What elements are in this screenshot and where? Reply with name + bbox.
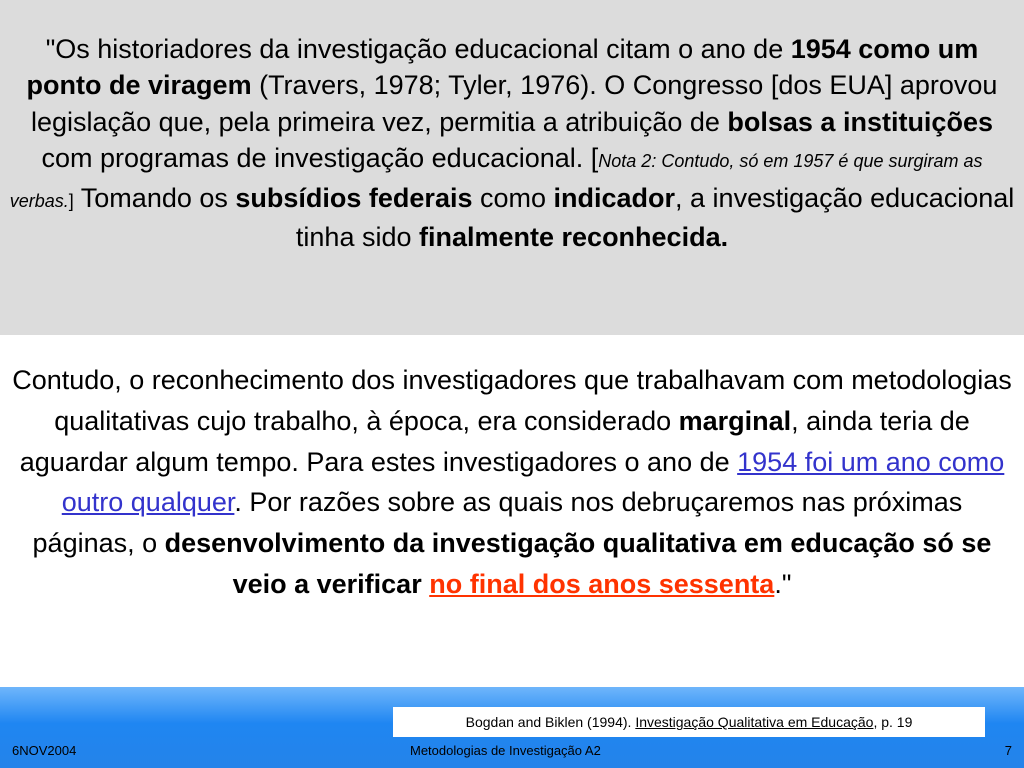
quote1-text-3: com programas de investigação educacional. [	[41, 143, 599, 174]
quote1-bold-4: indicador	[553, 182, 676, 213]
quote1-bold-1: 1954 como um ponto de viragem	[26, 34, 979, 101]
quote2-text-2: , ainda teria de aguardar algum tempo. Para estes investigadores o ano de	[19, 405, 970, 477]
footer-course: Metodologias de Investigação A2	[410, 743, 601, 758]
quote2-text-1: Contudo, o reconhecimento dos investigadores que trabalhavam com metodologias qualitativas cujo trabalho, à época, era considerado	[12, 365, 1012, 436]
quote2-text-3: . Por razões sobre as quais nos debruçaremos nas próximas páginas, o	[32, 487, 963, 559]
citation-title[interactable]: Investigação Qualitativa em Educação	[635, 714, 874, 730]
link-1954[interactable]: 1954 foi um ano como outro qualquer	[61, 446, 1005, 518]
quote1-text-6: como	[472, 182, 554, 213]
quote2-text-5: ."	[774, 568, 792, 599]
quote1-bracket: ]	[68, 190, 74, 211]
link-final-anos-sessenta[interactable]: no final dos anos sessenta	[429, 568, 775, 599]
quote1-text-5: Tomando os	[73, 182, 236, 213]
quote1-bold-2: bolsas a instituições	[727, 106, 993, 137]
quote1-note: Nota 2: Contudo, só em 1957 é que surgiram as verbas.	[9, 151, 983, 211]
quote1-bold-5: finalmente reconhecida.	[419, 222, 729, 253]
quote-paragraph-2	[12, 360, 1012, 605]
quote1-text-2: (Travers, 1978; Tyler, 1976). O Congresso [dos EUA] aprovou legislação que, pela primeira vez, permitia a atribuição de	[31, 70, 998, 137]
footer-date: 6NOV2004	[12, 743, 77, 758]
quote1-bold-3: subsídios federais	[235, 182, 473, 213]
quote1-text-7: , a investigação educacional tinha sido	[295, 182, 1015, 253]
citation-box	[393, 707, 985, 737]
citation-suffix: , p. 19	[873, 714, 913, 730]
quote-paragraph-1	[8, 31, 1016, 255]
page-number: 7	[1004, 743, 1012, 758]
quote2-bold-1: marginal	[678, 405, 792, 436]
quote2-bold-2: desenvolvimento da investigação qualitativa em educação só se veio a verificar	[164, 528, 992, 599]
quote1-text-1: "Os historiadores da investigação educacional citam o ano de	[45, 34, 791, 64]
citation-prefix: Bogdan and Biklen (1994).	[465, 714, 636, 730]
